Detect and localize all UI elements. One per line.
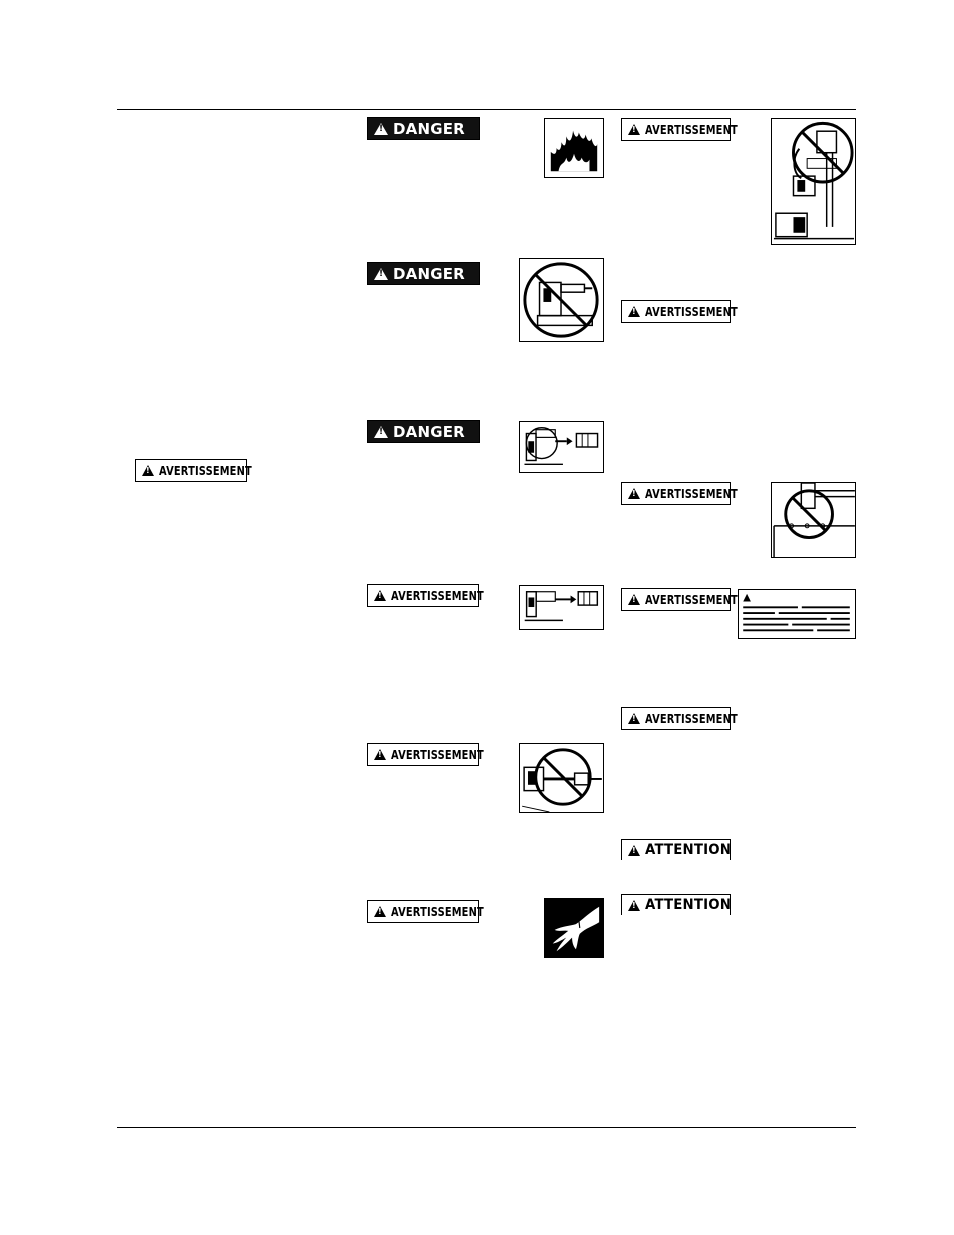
no-oxygen-icon [771,118,856,245]
bottom-rule [117,1127,856,1128]
caution-label-2: ! ATTENTION [621,894,731,915]
warning-label-right-1: ! AVERTISSEMENT [621,118,731,141]
warning-label-right-2: ! AVERTISSEMENT [621,300,731,323]
warning-label-mid-3: ! AVERTISSEMENT [367,900,479,923]
warning-label-mid-1: ! AVERTISSEMENT [367,584,479,607]
hand-injury-icon [544,898,604,958]
no-flammable-gas-icon [519,258,604,342]
warning-triangle-icon [628,900,640,911]
danger-label-1: ! DANGER [367,117,480,140]
warning-label-right-5: ! AVERTISSEMENT [621,707,731,730]
warning-triangle-icon [628,713,640,724]
warning-triangle-icon [628,306,640,317]
warning-triangle-icon [628,594,640,605]
no-coupler-icon [519,743,604,813]
warning-triangle-icon [374,906,386,917]
disconnect-air-supply-icon [519,585,604,630]
warning-triangle-icon [374,426,388,438]
danger-label-2: ! DANGER [367,262,480,285]
warning-triangle-icon [628,488,640,499]
warning-label-right-3: ! AVERTISSEMENT [621,482,731,505]
warning-triangle-icon [628,845,640,856]
caution-label-1: ! ATTENTION [621,839,731,860]
disconnect-air-supply-icon [519,421,604,473]
fire-icon [544,118,604,178]
warning-triangle-icon [374,123,388,135]
no-nailing-surface-icon [771,482,856,558]
warning-triangle-icon [374,590,386,601]
warning-label-right-4: ! AVERTISSEMENT [621,588,731,611]
warning-triangle-icon [374,268,388,280]
warning-triangle-icon [628,124,640,135]
warning-label-left: ! AVERTISSEMENT [135,459,247,482]
warning-label-icon [738,589,856,639]
warning-label-mid-2: ! AVERTISSEMENT [367,743,479,766]
warning-triangle-icon [142,465,154,476]
danger-label-3: ! DANGER [367,420,480,443]
top-rule [117,109,856,110]
warning-triangle-icon [374,749,386,760]
